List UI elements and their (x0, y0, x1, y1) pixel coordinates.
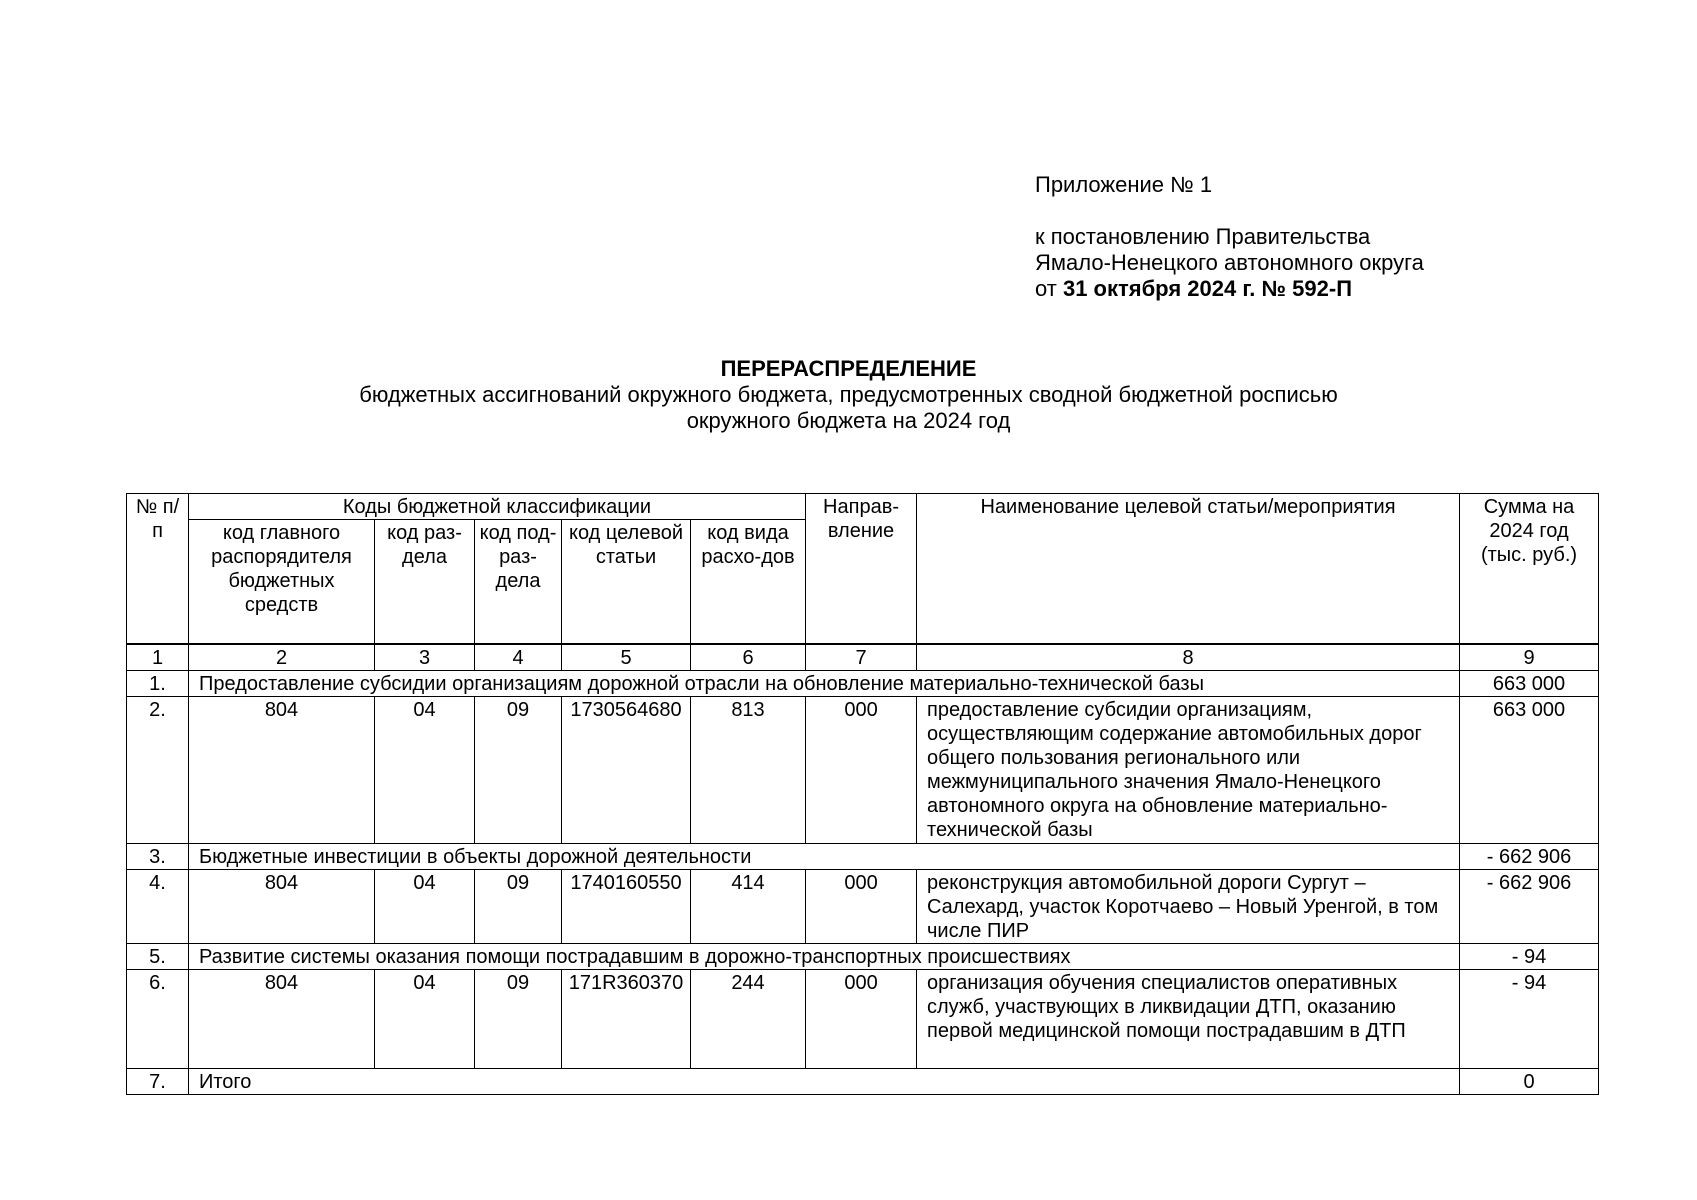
row-title: Итого (189, 1068, 1460, 1094)
row-code-subsection: 09 (475, 696, 562, 843)
row-code-section: 04 (375, 696, 475, 843)
header-col-2: код главного распорядителя бюджетных средств (189, 520, 375, 644)
appendix-date-number: 31 октября 2024 г. № 592-П (1062, 276, 1353, 301)
budget-table (126, 493, 1599, 1095)
row-code-type: 813 (691, 696, 806, 843)
row-title: Бюджетные инвестиции в объекты дорожной деятельности (189, 843, 1460, 869)
table-row (127, 696, 1599, 843)
header-col-9: Сумма на 2024 год (тыс. руб.) (1460, 494, 1599, 644)
appendix-prefix: от (1035, 276, 1063, 301)
header-col-4: код под-раз-дела (475, 520, 562, 644)
header-row-1 (127, 494, 1599, 520)
row-code-target: 1740160550 (562, 869, 691, 943)
col-number: 1 (127, 644, 189, 671)
table-row (127, 670, 1599, 696)
header-col-7: Направ-вление (806, 494, 917, 644)
appendix-number: Приложение № 1 (1035, 172, 1213, 197)
appendix-line-1: к постановлению Правительства (1035, 224, 1371, 249)
row-num: 5. (127, 943, 189, 969)
row-sum: - 662 906 (1460, 843, 1599, 869)
row-name: предоставление субсидии организациям, осуществляющим содержание автомобильных дорог общего пользования регионального или межмуниципального значения Ямало-Ненецкого автономного округа на обновление материально-технической базы (917, 696, 1460, 843)
table-row (127, 843, 1599, 869)
title-main: ПЕРЕРАСПРЕДЕЛЕНИЕ (720, 356, 977, 381)
row-code-target: 171R360370 (562, 969, 691, 1068)
row-title: Предоставление субсидии организациям дорожной отрасли на обновление материально-технической базы (189, 670, 1460, 696)
row-code-main: 804 (189, 969, 375, 1068)
header-col-6: код вида расхо-дов (691, 520, 806, 644)
row-direction: 000 (806, 869, 917, 943)
table-row (127, 869, 1599, 943)
col-number: 5 (562, 644, 691, 671)
header-col-5: код целевой статьи (562, 520, 691, 644)
row-code-type: 414 (691, 869, 806, 943)
row-code-main: 804 (189, 696, 375, 843)
col-number: 8 (917, 644, 1460, 671)
row-direction: 000 (806, 696, 917, 843)
row-name: организация обучения специалистов оперативных служб, участвующих в ликвидации ДТП, оказанию первой медицинской помощи пострадавшим в ДТП (917, 969, 1460, 1068)
document-title (0, 356, 1697, 434)
row-sum: 663 000 (1460, 670, 1599, 696)
row-num: 3. (127, 843, 189, 869)
row-num: 6. (127, 969, 189, 1068)
header-num: № п/п (127, 494, 189, 644)
table-row (127, 969, 1599, 1068)
col-number: 9 (1460, 644, 1599, 671)
header-col-3: код раз-дела (375, 520, 475, 644)
table-row (127, 1068, 1599, 1094)
row-direction: 000 (806, 969, 917, 1068)
col-number: 7 (806, 644, 917, 671)
column-numbers-row (127, 644, 1599, 671)
row-sum: 663 000 (1460, 696, 1599, 843)
col-number: 4 (475, 644, 562, 671)
row-code-section: 04 (375, 969, 475, 1068)
row-sum: 0 (1460, 1068, 1599, 1094)
title-sub-2: окружного бюджета на 2024 год (686, 408, 1011, 433)
appendix-block (1035, 172, 1424, 302)
header-col-8: Наименование целевой статьи/мероприятия (917, 494, 1460, 644)
col-number: 6 (691, 644, 806, 671)
row-num: 2. (127, 696, 189, 843)
row-sum: - 662 906 (1460, 869, 1599, 943)
header-codes-group: Коды бюджетной классификации (189, 494, 806, 520)
appendix-line-2: Ямало-Ненецкого автономного округа (1035, 250, 1424, 275)
row-code-main: 804 (189, 869, 375, 943)
table-row (127, 943, 1599, 969)
appendix-date-line (1035, 276, 1424, 302)
row-sum: - 94 (1460, 943, 1599, 969)
row-name: реконструкция автомобильной дороги Сургут – Салехард, участок Коротчаево – Новый Уренгой, в том числе ПИР (917, 869, 1460, 943)
row-num: 1. (127, 670, 189, 696)
row-num: 7. (127, 1068, 189, 1094)
row-code-subsection: 09 (475, 969, 562, 1068)
title-sub-1: бюджетных ассигнований окружного бюджета, предусмотренных сводной бюджетной росписью (359, 382, 1338, 407)
row-sum: - 94 (1460, 969, 1599, 1068)
row-code-target: 1730564680 (562, 696, 691, 843)
col-number: 3 (375, 644, 475, 671)
row-code-type: 244 (691, 969, 806, 1068)
row-code-subsection: 09 (475, 869, 562, 943)
row-code-section: 04 (375, 869, 475, 943)
row-num: 4. (127, 869, 189, 943)
col-number: 2 (189, 644, 375, 671)
row-title: Развитие системы оказания помощи пострадавшим в дорожно-транспортных происшествиях (189, 943, 1460, 969)
